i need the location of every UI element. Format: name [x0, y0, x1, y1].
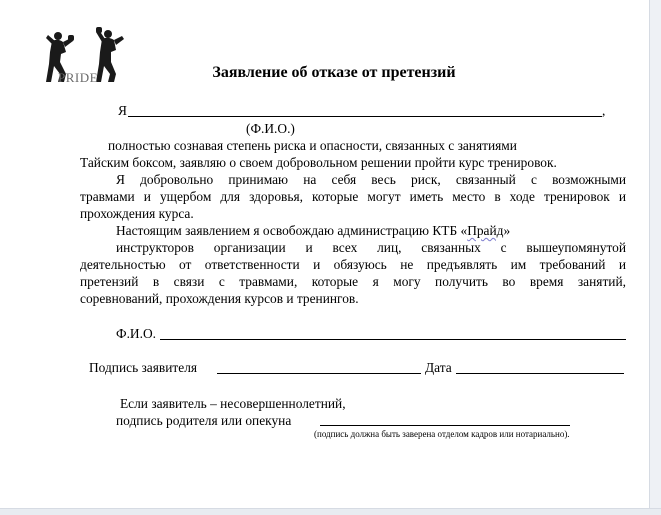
i-suffix: , [602, 103, 606, 118]
i-prefix: Я [118, 103, 127, 118]
vertical-scrollbar[interactable] [649, 0, 661, 515]
certification-note: (подпись должна быть заверена отделом кадров или нотариально). [314, 429, 570, 439]
p2-line2: травмами и ущербом для здоровья, которые могут иметь место в ходе тренировок и [80, 189, 626, 204]
p1-line2: Тайским боксом, заявляю о своем добровольном решении пройти курс тренировок. [80, 155, 557, 170]
p3-line1-pride: Прайд [467, 223, 504, 238]
p3-line1-a: Настоящим заявлением я освобождаю администрацию КТБ « [116, 223, 468, 238]
horizontal-scrollbar[interactable] [0, 508, 661, 515]
right-fighter-icon [96, 27, 124, 82]
logo-text: PRIDE [58, 70, 99, 85]
p3-line3: деятельностью от ответственности и обязуюсь не предъявлять им требований и [80, 257, 626, 272]
guardian-signature-line[interactable] [320, 425, 570, 426]
p3-line4: претензий в связи с травмами, которые я могу получить во время занятий, [80, 274, 626, 289]
applicant-signature-label: Подпись заявителя [89, 360, 198, 375]
date-label: Дата [425, 360, 452, 375]
fio-hint: (Ф.И.О.) [246, 121, 295, 136]
p3-line1-c: » [503, 223, 511, 238]
fio-input-line[interactable] [160, 339, 626, 340]
date-input-line[interactable] [456, 373, 624, 374]
p2-line3: прохождения курса. [80, 206, 194, 221]
p2-line1: Я добровольно принимаю на себя весь риск, связанный с возможными [116, 172, 626, 187]
p1-line1: полностью сознавая степень риска и опасности, связанных с занятиями [108, 138, 517, 153]
document-title: Заявление об отказе от претензий [212, 64, 456, 81]
applicant-signature-line[interactable] [217, 373, 421, 374]
minor-line2: подпись родителя или опекуна [116, 413, 292, 428]
name-input-line[interactable] [128, 116, 602, 117]
p3-line5: соревнований, прохождения курсов и тренингов. [80, 291, 359, 306]
p3-line1 [116, 222, 510, 239]
minor-line1: Если заявитель – несовершеннолетний, [120, 396, 346, 411]
p3-line2: инструкторов организации и всех лиц, связанных с вышеупомянутой [116, 240, 626, 255]
fio-label: Ф.И.О. [116, 326, 156, 341]
